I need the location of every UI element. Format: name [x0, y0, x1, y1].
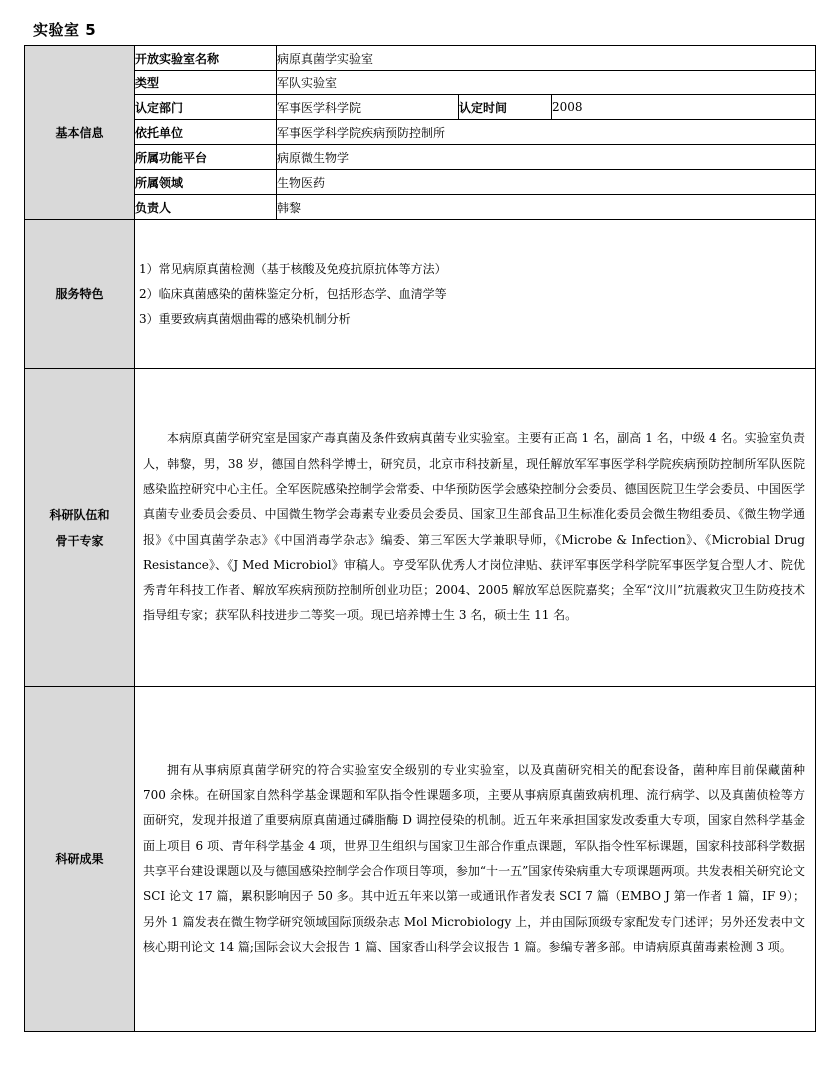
service-item: 1）常见病原真菌检测（基于核酸及免疫抗原抗体等方法） [139, 261, 447, 276]
service-content [135, 220, 816, 369]
leader-label: 负责人 [135, 195, 277, 220]
lab-name-value: 病原真菌学实验室 [277, 46, 816, 71]
results-label: 科研成果 [25, 687, 135, 1032]
service-item: 2）临床真菌感染的菌株鉴定分析，包括形态学、血清学等 [139, 286, 447, 301]
leader-value: 韩黎 [277, 195, 816, 220]
results-content [135, 687, 816, 1032]
team-label [25, 369, 135, 687]
field-value: 生物医药 [277, 170, 816, 195]
page-title: 实验室 5 [33, 21, 97, 39]
time-value: 2008 [552, 95, 816, 120]
team-label-line1: 科研队伍和 [49, 507, 110, 522]
type-value: 军队实验室 [277, 71, 816, 95]
time-label: 认定时间 [459, 95, 552, 120]
results-paragraph: 拥有从事病原真菌学研究的符合实验室安全级别的专业实验室，以及真菌研究相关的配套设备，菌种库目前保藏菌种 700 余株。在研国家自然科学基金课题和军队指令性课题多项，主要从事病原真菌致病机理、流行病学、以及真菌侦检等方面研究，发现并报道了重要病原真菌通过磷脂酶 D 调控侵染的机制。近五年来承担国家发改委重大专项，国家自然科学基金面上项目 6 项、青年科学基金 4 项，世界卫生组织与国家卫生部合作重点课题，军队指令性军标课题，国家科技部科学数据共享平台建设课题以及与德国感染控制学会合作项目等项，参加“十一五”国家传染病重大专项课题两项。共发表相关研究论文 SCI 论文 17 篇，累积影响因子 50 多。其中近五年来以第一或通讯作者发表 SCI 7 篇（EMBO J 第一作者 1 篇，IF 9）；另外 1 篇发表在微生物学研究领域国际顶级杂志 Mol Microbiology 上，并由国际顶级专家配发专门述评；另外还发表中文核心期刊论文 14 篇;国际会议大会报告 1 篇、国家香山科学会议报告 1 篇。参编专著多部。申请病原真菌毒素检测 3 项。 [143, 762, 805, 954]
service-item: 3）重要致病真菌烟曲霉的感染机制分析 [139, 311, 351, 326]
type-label: 类型 [135, 71, 277, 95]
dept-value: 军事医学科学院 [277, 95, 459, 120]
team-paragraph: 本病原真菌学研究室是国家产毒真菌及条件致病真菌专业实验室。主要有正高 1 名，副高 1 名，中级 4 名。实验室负责人，韩黎，男，38 岁，德国自然科学博士，研究员，北京市科技新星，现任解放军军事医学科学院疾病预防控制所军队医院感染监控研究中心主任。全军医院感染控制学会常委、中华预防医学会感染控制分会委员、德国医院卫生学会委员、中国医学真菌专业委员会委员、中国微生物学会毒素专业委员会委员、国家卫生部食品卫生标准化委员会微生物组委员、《微生物学通报》《中国真菌学杂志》《中国消毒学杂志》编委、第三军医大学兼职导师，《Microbe & Infection》、《Microbial Drug Resistance》、《J Med Microbiol》审稿人。亨受军队优秀人才岗位津贴、获评军事医学科学院军事医学复合型人才、院优秀青年科技工作者、解放军疾病预防控制所创业功臣；2004、2005 解放军总医院嘉奖；全军“汶川”抗震救灾卫生防疫技术指导组专家；获军队科技进步二等奖一项。现已培养博士生 3 名，硕士生 11 名。 [143, 431, 805, 623]
lab-name-label: 开放实验室名称 [135, 46, 277, 71]
field-label: 所属领域 [135, 170, 277, 195]
basic-info-label: 基本信息 [25, 46, 135, 220]
service-label: 服务特色 [25, 220, 135, 369]
platform-label: 所属功能平台 [135, 145, 277, 170]
unit-value: 军事医学科学院疾病预防控制所 [277, 120, 816, 145]
unit-label: 依托单位 [135, 120, 277, 145]
team-content [135, 369, 816, 687]
team-label-line2: 骨干专家 [55, 533, 104, 548]
lab-info-table [24, 45, 816, 1032]
dept-label: 认定部门 [135, 95, 277, 120]
platform-value: 病原微生物学 [277, 145, 816, 170]
